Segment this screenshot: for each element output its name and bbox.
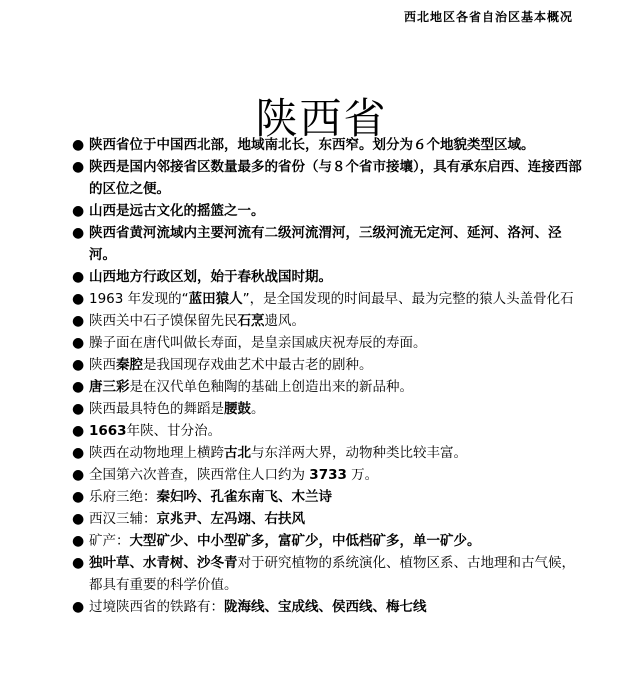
fact-text-pre: 矿产： bbox=[89, 533, 130, 549]
bullet-icon: ● bbox=[72, 489, 85, 505]
running-header: 西北地区各省自治区基本概况 bbox=[403, 10, 573, 24]
fact-text-pre: 陕西 bbox=[89, 357, 116, 373]
list-item bbox=[72, 420, 582, 442]
bullet-icon: ● bbox=[72, 203, 85, 219]
fact-highlight: 唐三彩 bbox=[89, 379, 130, 395]
list-item bbox=[72, 266, 582, 288]
fact-text bbox=[89, 423, 221, 439]
list-item bbox=[72, 530, 582, 552]
fact-text bbox=[89, 467, 378, 483]
list-item bbox=[72, 332, 582, 354]
list-item bbox=[72, 442, 582, 464]
fact-text: 山西地方行政区划，始于春秋战国时期。 bbox=[89, 269, 332, 285]
bullet-icon: ● bbox=[72, 445, 85, 461]
list-item bbox=[72, 596, 582, 618]
fact-highlight: 石烹 bbox=[237, 313, 265, 329]
bullet-icon: ● bbox=[72, 379, 85, 395]
list-item bbox=[72, 486, 582, 508]
fact-text bbox=[89, 335, 427, 351]
fact-text bbox=[89, 401, 265, 417]
bullet-icon: ● bbox=[72, 159, 85, 175]
fact-text-pre: 陕西在动物地理上横跨 bbox=[89, 445, 224, 461]
fact-list bbox=[72, 134, 582, 618]
list-item bbox=[72, 354, 582, 376]
fact-text-post: 万。 bbox=[346, 467, 379, 483]
list-item bbox=[72, 310, 582, 332]
fact-text-pre: 陕西最具特色的舞蹈是 bbox=[89, 401, 224, 417]
fact-text-post: 是在汉代单色釉陶的基础上创造出来的新品种。 bbox=[129, 379, 413, 395]
fact-text bbox=[89, 357, 373, 373]
bullet-icon: ● bbox=[72, 335, 85, 351]
fact-text-post: 。 bbox=[251, 401, 265, 417]
list-item bbox=[72, 464, 582, 486]
bullet-icon: ● bbox=[72, 225, 85, 241]
fact-text-pre: 乐府三绝： bbox=[89, 489, 157, 505]
fact-text-pre: 1963 年发现的“ bbox=[89, 291, 189, 307]
fact-highlight: 京兆尹、左冯翊、右扶风 bbox=[156, 511, 305, 527]
list-item bbox=[72, 288, 582, 310]
bullet-icon: ● bbox=[72, 401, 85, 417]
list-item bbox=[72, 552, 582, 596]
list-item bbox=[72, 222, 582, 266]
fact-text-post: ”，是全国发现的时间最早、最为完整的猿人头盖骨化石 bbox=[242, 291, 574, 307]
bullet-icon: ● bbox=[72, 533, 85, 549]
fact-text bbox=[89, 533, 481, 549]
bullet-icon: ● bbox=[72, 269, 85, 285]
fact-highlight: 秦腔 bbox=[116, 357, 143, 373]
list-item bbox=[72, 134, 582, 156]
list-item bbox=[72, 200, 582, 222]
fact-highlight: 秦妇吟、孔雀东南飞、木兰诗 bbox=[156, 489, 332, 505]
list-item bbox=[72, 156, 582, 200]
fact-highlight: 古北 bbox=[224, 445, 251, 461]
fact-text bbox=[89, 313, 305, 329]
fact-text bbox=[89, 489, 332, 505]
fact-highlight: 3733 bbox=[309, 467, 347, 483]
fact-text bbox=[89, 445, 467, 461]
fact-text bbox=[89, 379, 413, 395]
fact-text bbox=[89, 555, 575, 593]
fact-text-pre: 陕西关中石子馍保留先民 bbox=[89, 313, 238, 329]
fact-text bbox=[89, 291, 574, 307]
fact-text: 山西是远古文化的摇篮之一。 bbox=[89, 203, 265, 219]
fact-highlight: 腰鼓 bbox=[224, 401, 251, 417]
fact-highlight: 蓝田猿人 bbox=[188, 291, 243, 307]
fact-highlight: 大型矿少、中小型矿多，富矿少，中低档矿多，单一矿少。 bbox=[129, 533, 481, 549]
fact-text-post: 遗风。 bbox=[264, 313, 305, 329]
bullet-icon: ● bbox=[72, 291, 85, 307]
fact-text: 陕西是国内邻接省区数量最多的省份（与８个省市接壤），具有承东启西、连接西部的区位之便。 bbox=[89, 159, 582, 197]
fact-text bbox=[89, 599, 427, 615]
page-title: 陕西省 bbox=[255, 94, 388, 144]
fact-highlight: 陇海线、宝成线、侯西线、梅七线 bbox=[224, 599, 427, 615]
bullet-icon: ● bbox=[72, 467, 85, 483]
fact-text-pre: 西汉三辅： bbox=[89, 511, 157, 527]
bullet-icon: ● bbox=[72, 137, 85, 153]
list-item bbox=[72, 508, 582, 530]
fact-highlight: 独叶草、水青树、沙冬青 bbox=[89, 555, 238, 571]
bullet-icon: ● bbox=[72, 599, 85, 615]
list-item bbox=[72, 376, 582, 398]
bullet-icon: ● bbox=[72, 511, 85, 527]
fact-text-post: 是我国现存戏曲艺术中最古老的剧种。 bbox=[143, 357, 373, 373]
bullet-icon: ● bbox=[72, 313, 85, 329]
bullet-icon: ● bbox=[72, 357, 85, 373]
fact-text-pre: 全国第六次普查，陕西常住人口约为 bbox=[89, 467, 310, 483]
bullet-icon: ● bbox=[72, 423, 85, 439]
fact-text-post: 对于研究植物的系统演化、植物区系、古地理和古气候，都具有重要的科学价值。 bbox=[89, 555, 575, 593]
fact-highlight: 1663 bbox=[89, 423, 127, 439]
fact-text bbox=[89, 511, 305, 527]
fact-text: 陕西省黄河流域内主要河流有二级河流渭河，三级河流无定河、延河、洛河、泾河。 bbox=[89, 225, 562, 263]
bullet-icon: ● bbox=[72, 555, 85, 571]
fact-text-pre: 过境陕西省的铁路有： bbox=[89, 599, 224, 615]
list-item bbox=[72, 398, 582, 420]
fact-text-pre: 臊子面在唐代叫做长寿面，是皇亲国戚庆祝寿辰的寿面。 bbox=[89, 335, 427, 351]
fact-text: 陕西省位于中国西北部，地域南北长，东西窄。划分为６个地貌类型区域。 bbox=[89, 137, 535, 153]
fact-text-post: 年陕、甘分治。 bbox=[126, 423, 222, 439]
fact-text-post: 与东洋两大界，动物种类比较丰富。 bbox=[251, 445, 467, 461]
